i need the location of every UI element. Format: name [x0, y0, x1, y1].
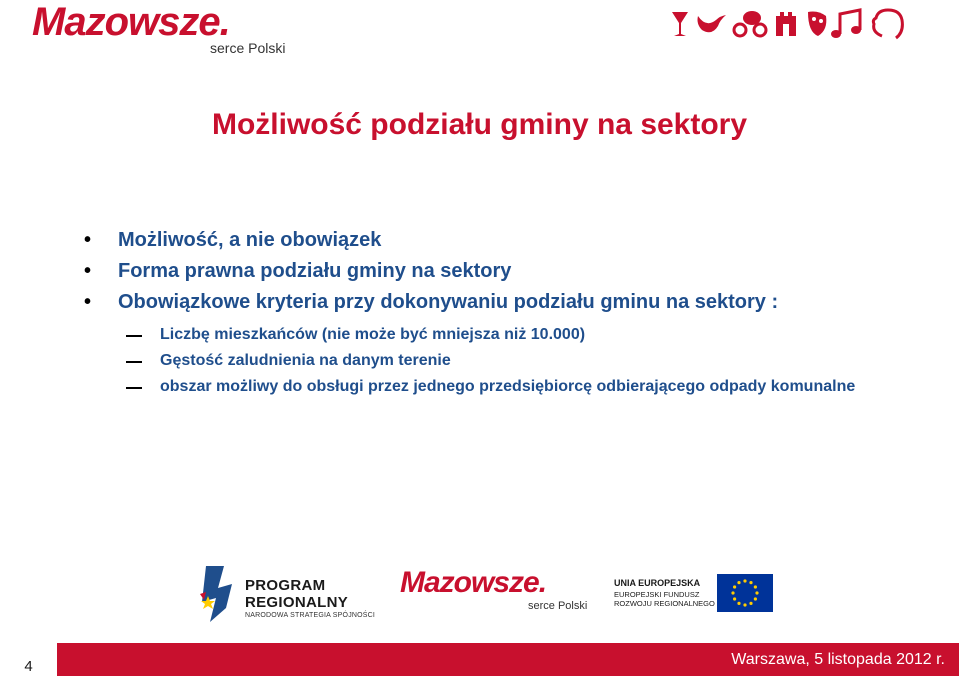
mazowsze-wordmark: Mazowsze. [400, 566, 547, 599]
bullet-text: Forma prawna podziału gminy na sektory [118, 260, 512, 282]
eu-line2: EUROPEJSKI FUNDUSZ [614, 590, 700, 599]
dash-marker [126, 335, 142, 337]
footer-text: Warszawa, 5 listopada 2012 r. [731, 651, 945, 668]
eu-star [743, 603, 746, 606]
eu-star [749, 581, 752, 584]
glass-icon [672, 12, 688, 36]
bicycle-icon [734, 11, 766, 36]
sub-bullet-text: Gęstość zaludnienia na danym terenie [160, 352, 451, 369]
eu-star [754, 597, 757, 600]
program-line1: PROGRAM [245, 577, 326, 594]
eu-star [737, 602, 740, 605]
bullet-dot: • [84, 260, 92, 282]
slide-title: Możliwość podziału gminy na sektory [211, 108, 748, 141]
bullet-text: Obowiązkowe kryteria przy dokonywaniu podziału gminu na sektory : [118, 291, 779, 313]
sub-bullet-text: Liczbę mieszkańców (nie może być mniejsza niż 10.000) [160, 326, 586, 343]
program-line3: NARODOWA STRATEGIA SPÓJNOŚCI [245, 612, 376, 619]
eu-star [733, 597, 736, 600]
eu-star [743, 579, 746, 582]
bullet-item [80, 259, 900, 283]
program-regionalny-logo [196, 564, 376, 626]
eu-star [731, 591, 734, 594]
eu-flag-icon [717, 574, 773, 612]
castle-icon [776, 12, 796, 36]
bullet-item [80, 228, 900, 252]
bullet-dot: • [84, 229, 92, 251]
bullet-text: Możliwość, a nie obowiązek [118, 229, 382, 251]
bullet-item [80, 290, 900, 314]
eu-star [749, 602, 752, 605]
mazowsze-logo [32, 2, 312, 62]
header-pictograms [668, 6, 930, 40]
mazowsze-bottom-logo [400, 566, 590, 616]
eu-star [754, 585, 757, 588]
bullet-dot: • [84, 291, 92, 313]
music-note-icon [831, 10, 861, 38]
eu-star [733, 585, 736, 588]
sub-bullet-text: obszar możliwy do obsługi przez jednego przedsiębiorcę odbierającego odpady komunalne [160, 378, 856, 395]
mazowsze-tagline: serce Polski [528, 600, 588, 612]
sub-bullet-item [80, 350, 900, 372]
eu-star [737, 581, 740, 584]
slide-content [80, 228, 900, 402]
eu-star [755, 591, 758, 594]
dash-marker [126, 361, 142, 363]
logo-tagline: serce Polski [210, 40, 286, 56]
sub-bullet-item [80, 376, 900, 398]
face-profile-icon [873, 10, 902, 38]
eu-line1: UNIA EUROPEJSKA [614, 578, 701, 588]
program-line2: REGIONALNY [245, 594, 349, 611]
dash-marker [126, 387, 142, 389]
program-regionalny-emblem-icon [196, 564, 242, 624]
eu-line3: ROZWOJU REGIONALNEGO [614, 599, 715, 608]
eu-text-block [614, 578, 720, 608]
bird-icon [698, 15, 727, 32]
sub-bullet-item [80, 324, 900, 346]
logo-wordmark: Mazowsze. [32, 0, 230, 44]
theater-mask-icon [808, 12, 826, 37]
page-number: 4 [0, 643, 57, 676]
